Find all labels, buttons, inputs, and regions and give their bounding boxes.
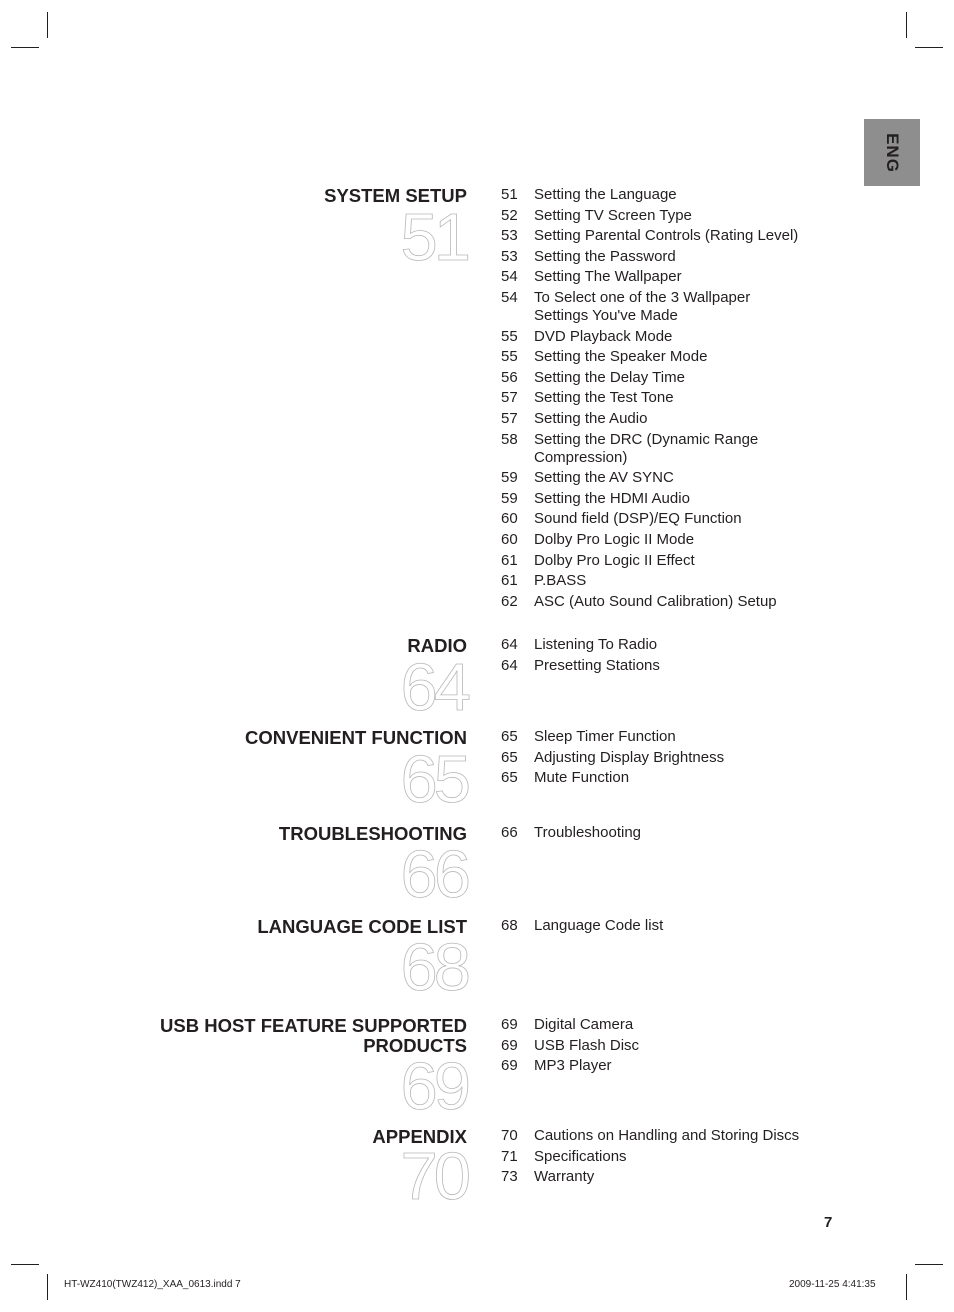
toc-item[interactable] (501, 1168, 841, 1186)
section-page-number: 70 (400, 1139, 467, 1214)
toc-page: 53 (501, 247, 518, 265)
toc-item[interactable] (501, 1037, 841, 1055)
toc-text: Setting the Audio (534, 409, 648, 427)
toc-item[interactable] (501, 348, 841, 366)
toc-page: 54 (501, 268, 518, 286)
section-page-number: 51 (400, 200, 467, 275)
toc-text: Adjusting Display Brightness (534, 748, 725, 766)
crop-mark (47, 1274, 48, 1300)
crop-mark (906, 12, 907, 38)
toc-item[interactable] (501, 572, 841, 590)
toc-page: 59 (501, 469, 518, 487)
toc-text: DVD Playback Mode (534, 327, 673, 345)
toc-item[interactable] (501, 1148, 841, 1166)
toc-text: MP3 Player (534, 1057, 612, 1075)
section-page-number: 65 (400, 742, 467, 817)
section-page-number: 66 (400, 837, 467, 912)
toc-text: Dolby Pro Logic II Mode (534, 530, 695, 548)
toc-item[interactable] (501, 410, 841, 428)
toc-item[interactable] (501, 769, 841, 787)
toc-page: 62 (501, 592, 518, 610)
toc-text: Setting The Wallpaper (534, 268, 682, 286)
toc-text: Setting the HDMI Audio (534, 489, 690, 507)
toc-list (501, 1016, 841, 1078)
toc-item[interactable] (501, 186, 841, 204)
toc-item[interactable] (501, 328, 841, 346)
toc-page: 69 (501, 1057, 518, 1075)
section-title: CONVENIENT FUNCTION (245, 727, 467, 748)
toc-list (501, 824, 841, 845)
toc-text: Listening To Radio (534, 636, 658, 653)
language-tab (864, 119, 920, 186)
toc-page: 68 (501, 917, 518, 934)
toc-item[interactable] (501, 289, 801, 325)
crop-mark (11, 47, 39, 48)
crop-mark (906, 1274, 907, 1300)
footer-timestamp: 2009-11-25 4:41:35 (789, 1279, 876, 1290)
toc-item[interactable] (501, 917, 841, 935)
toc-text: ASC (Auto Sound Calibration) Setup (534, 592, 777, 610)
section-title: TROUBLESHOOTING (278, 823, 467, 844)
toc-page: 73 (501, 1168, 518, 1186)
toc-page: 60 (501, 510, 518, 528)
section-title: USB HOST FEATURE SUPPORTED PRODUCTS (160, 1015, 467, 1056)
toc-text: Specifications (534, 1147, 627, 1165)
toc-text: Setting the Language (534, 186, 677, 203)
toc-page: 70 (501, 1127, 518, 1144)
section-page-number: 64 (400, 650, 467, 725)
toc-item[interactable] (501, 657, 841, 675)
toc-item[interactable] (501, 1016, 841, 1034)
toc-item[interactable] (501, 431, 771, 467)
section-title: RADIO (407, 635, 467, 656)
toc-item[interactable] (501, 636, 841, 654)
toc-page: 53 (501, 227, 518, 245)
toc-page: 55 (501, 348, 518, 366)
toc-page: 69 (501, 1036, 518, 1054)
toc-page: 56 (501, 368, 518, 386)
toc-item[interactable] (501, 227, 841, 245)
toc-text: Sleep Timer Function (534, 728, 676, 745)
toc-page: 58 (501, 430, 518, 448)
toc-item[interactable] (501, 1057, 841, 1075)
page-number: 7 (824, 1214, 833, 1231)
toc-page: 71 (501, 1147, 518, 1165)
crop-mark (915, 47, 943, 48)
toc-item[interactable] (501, 490, 841, 508)
toc-item[interactable] (501, 593, 841, 611)
toc-page: 69 (501, 1016, 518, 1033)
toc-page: 52 (501, 206, 518, 224)
toc-item[interactable] (501, 510, 841, 528)
toc-item[interactable] (501, 531, 841, 549)
toc-page: 65 (501, 769, 518, 787)
footer-file-name: HT-WZ410(TWZ412)_XAA_0613.indd 7 (64, 1279, 241, 1290)
toc-list (501, 1127, 841, 1189)
section-page-number: 69 (400, 1049, 467, 1124)
toc-item[interactable] (501, 552, 841, 570)
crop-mark (47, 12, 48, 38)
toc-page: 65 (501, 728, 518, 745)
toc-page: 55 (501, 327, 518, 345)
toc-text: To Select one of the 3 Wallpaper Settings You've Made (534, 288, 751, 324)
toc-text: Setting the AV SYNC (534, 469, 674, 487)
toc-item[interactable] (501, 749, 841, 767)
toc-page: 57 (501, 389, 518, 407)
section-title: APPENDIX (372, 1126, 467, 1147)
toc-page: 64 (501, 656, 518, 674)
toc-text: Setting the Speaker Mode (534, 348, 708, 366)
toc-text: Mute Function (534, 769, 630, 787)
toc-page: 66 (501, 824, 518, 841)
toc-page: 65 (501, 748, 518, 766)
toc-list (501, 917, 841, 938)
toc-page: 64 (501, 636, 518, 653)
toc-text: Setting Parental Controls (Rating Level) (534, 227, 799, 245)
toc-page: 61 (501, 572, 518, 590)
toc-page: 61 (501, 551, 518, 569)
toc-page: 59 (501, 489, 518, 507)
toc-text: Language Code list (534, 917, 664, 934)
toc-item[interactable] (501, 1127, 841, 1145)
toc-item[interactable] (501, 369, 841, 387)
toc-page: 57 (501, 409, 518, 427)
toc-text: Digital Camera (534, 1016, 634, 1033)
toc-item[interactable] (501, 728, 841, 746)
toc-text: Sound field (DSP)/EQ Function (534, 510, 742, 528)
toc-page: 54 (501, 288, 518, 306)
toc-list (501, 186, 841, 613)
section-title: LANGUAGE CODE LIST (257, 916, 467, 937)
toc-text: Setting the DRC (Dynamic Range Compression) (534, 430, 759, 466)
toc-text: USB Flash Disc (534, 1036, 640, 1054)
toc-text: Warranty (534, 1168, 595, 1186)
toc-item[interactable] (501, 207, 841, 225)
toc-item[interactable] (501, 248, 841, 266)
language-tab-label: ENG (883, 132, 902, 173)
toc-list (501, 728, 841, 790)
toc-item[interactable] (501, 824, 841, 842)
toc-text: Setting TV Screen Type (534, 206, 692, 224)
toc-text: Setting the Test Tone (534, 389, 674, 407)
crop-mark (915, 1264, 943, 1265)
toc-text: Presetting Stations (534, 656, 660, 674)
toc-text: Dolby Pro Logic II Effect (534, 551, 695, 569)
toc-item[interactable] (501, 469, 841, 487)
toc-item[interactable] (501, 389, 841, 407)
toc-item[interactable] (501, 268, 841, 286)
section-page-number: 68 (400, 930, 467, 1005)
toc-page: 51 (501, 186, 518, 203)
crop-mark (11, 1264, 39, 1265)
section-title: SYSTEM SETUP (324, 185, 467, 206)
toc-text: P.BASS (534, 572, 587, 590)
toc-page: 60 (501, 530, 518, 548)
toc-list (501, 636, 841, 677)
toc-text: Setting the Delay Time (534, 368, 685, 386)
toc-text: Setting the Password (534, 247, 676, 265)
toc-text: Cautions on Handling and Storing Discs (534, 1127, 800, 1144)
toc-text: Troubleshooting (534, 824, 642, 841)
